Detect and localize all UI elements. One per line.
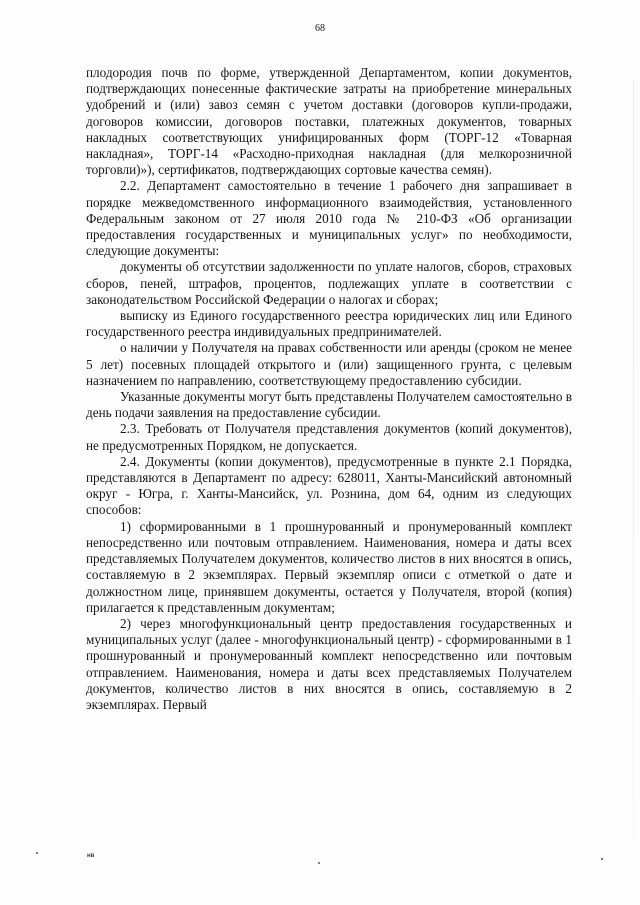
paragraph-method-2: 2) через многофункциональный центр предоставления государственных и муниципальных услуг (далее - многофункциональный центр) - сформированными в 1 прошнурованный и пронумерованный комплект непосредственно или почтовым отправлением. Наименования, номера и даты всех представляемых Получателем документов, количество листов в них вносятся в опись, составляемую в 2 экземплярах. Первый — [86, 615, 572, 712]
paragraph-registry-extract: выписку из Единого государственного реестра юридических лиц или Единого государственного реестра индивидуальных предпринимателей. — [86, 308, 572, 340]
document-body — [86, 65, 572, 713]
scan-speck — [36, 852, 38, 854]
paragraph-land-ownership: о наличии у Получателя на правах собственности или аренды (сроком не менее 5 лет) посевных площадей открытого и (или) защищенного грунта, с целевым назначением по направлению, соответствующему предоставлению субсидии. — [86, 340, 572, 388]
paragraph-2-4: 2.4. Документы (копии документов), предусмотренные в пункте 2.1 Порядка, представляются в Департамент по адресу: 628011, Ханты-Мансийский автономный округ - Югра, г. Ханты-Мансийск, ул. Рознина, дом 64, одним из следующих способов: — [86, 453, 572, 518]
scan-edge-line — [633, 80, 634, 840]
paragraph-continuation: плодородия почв по форме, утвержденной Департаментом, копии документов, подтверждающих понесенные фактические затраты на приобретение минеральных удобрений и (или) завоз семян с учетом доставки (договоров купли-продажи, договоров комиссии, договоров поставки, платежных документов, товарных накладных соответствующих унифицированных форм (ТОРГ-12 «Товарная накладная», ТОРГ-14 «Расходно-приходная накладная (для мелкорозничной торговли)»), сертификатов, подтверждающих сортовые качества семян). — [86, 65, 572, 178]
footer-initials: нв — [87, 853, 95, 859]
page-number: 68 — [315, 23, 325, 34]
paragraph-self-submission: Указанные документы могут быть представлены Получателем самостоятельно в день подачи заявления на предоставление субсидии. — [86, 389, 572, 421]
scan-speck — [318, 862, 320, 864]
paragraph-tax-debt: документы об отсутствии задолженности по уплате налогов, сборов, страховых сборов, пеней, штрафов, процентов, подлежащих уплате в соответствии с законодательством Российской Федерации о налогах и сборах; — [86, 259, 572, 307]
scan-speck — [601, 858, 603, 860]
paragraph-method-1: 1) сформированными в 1 прошнурованный и пронумерованный комплект непосредственно или почтовым отправлением. Наименования, номера и даты всех представляемых Получателем документов, количество листов в них вносятся в опись, составляемую в 2 экземплярах. Первый экземпляр описи с отметкой о дате и должностном лице, принявшем документы, остается у Получателя, второй (копия) прилагается к представленным документам; — [86, 518, 572, 615]
paragraph-2-3: 2.3. Требовать от Получателя представления документов (копий документов), не предусмотренных Порядком, не допускается. — [86, 421, 572, 453]
paragraph-2-2: 2.2. Департамент самостоятельно в течение 1 рабочего дня запрашивает в порядке межведомственного информационного взаимодействия, установленного Федеральным законом от 27 июля 2010 года № 210-ФЗ «Об организации предоставления государственных и муниципальных услуг» по необходимости, следующие документы: — [86, 178, 572, 259]
